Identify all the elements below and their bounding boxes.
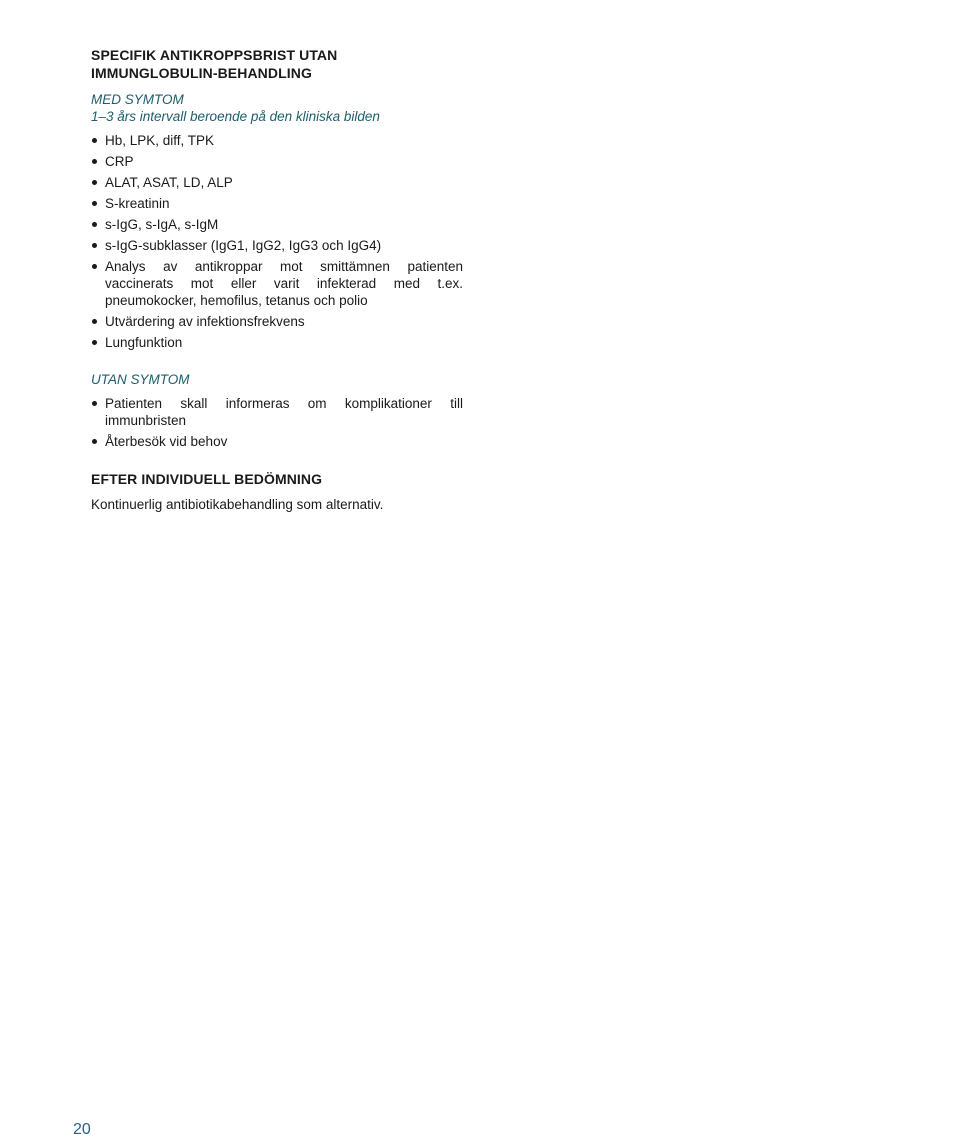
utan-symtom-list — [91, 395, 463, 450]
list-item: Lungfunktion — [91, 334, 463, 351]
interval-note: 1–3 års intervall beroende på den kliniska bilden — [91, 109, 380, 124]
bullet-icon — [92, 264, 97, 269]
bullet-icon — [92, 340, 97, 345]
bullet-icon — [92, 439, 97, 444]
list-item: Utvärdering av infektionsfrekvens — [91, 313, 463, 330]
list-item: CRP — [91, 153, 463, 170]
section-heading: SPECIFIK ANTIKROPPSBRIST UTAN IMMUNGLOBULIN-BEHANDLING — [91, 47, 338, 81]
med-symtom-title: MED SYMTOM — [91, 92, 184, 107]
efter-heading: EFTER INDIVIDUELL BEDÖMNING — [91, 471, 323, 487]
list-item: ALAT, ASAT, LD, ALP — [91, 174, 463, 191]
list-item: S-kreatinin — [91, 195, 463, 212]
med-symtom-list — [91, 132, 463, 351]
bullet-icon — [92, 401, 97, 406]
bullet-icon — [92, 138, 97, 143]
list-item: Återbesök vid behov — [91, 433, 463, 450]
document-content — [91, 46, 463, 513]
bullet-icon — [92, 180, 97, 185]
list-item: Patienten skall informeras om komplikationer till immunbristen — [91, 395, 463, 429]
bullet-icon — [92, 319, 97, 324]
efter-text: Kontinuerlig antibiotikabehandling som alternativ. — [91, 497, 384, 512]
list-item: Hb, LPK, diff, TPK — [91, 132, 463, 149]
page-number: 20 — [73, 1121, 91, 1138]
bullet-icon — [92, 159, 97, 164]
bullet-icon — [92, 243, 97, 248]
list-item: s-IgG, s-IgA, s-IgM — [91, 216, 463, 233]
list-item: Analys av antikroppar mot smittämnen patienten vaccinerats mot eller varit infekterad med t.ex. pneumokocker, hemofilus, tetanus och polio — [91, 258, 463, 309]
bullet-icon — [92, 201, 97, 206]
utan-symtom-title: UTAN SYMTOM — [91, 372, 190, 387]
bullet-icon — [92, 222, 97, 227]
list-item: s-IgG-subklasser (IgG1, IgG2, IgG3 och IgG4) — [91, 237, 463, 254]
